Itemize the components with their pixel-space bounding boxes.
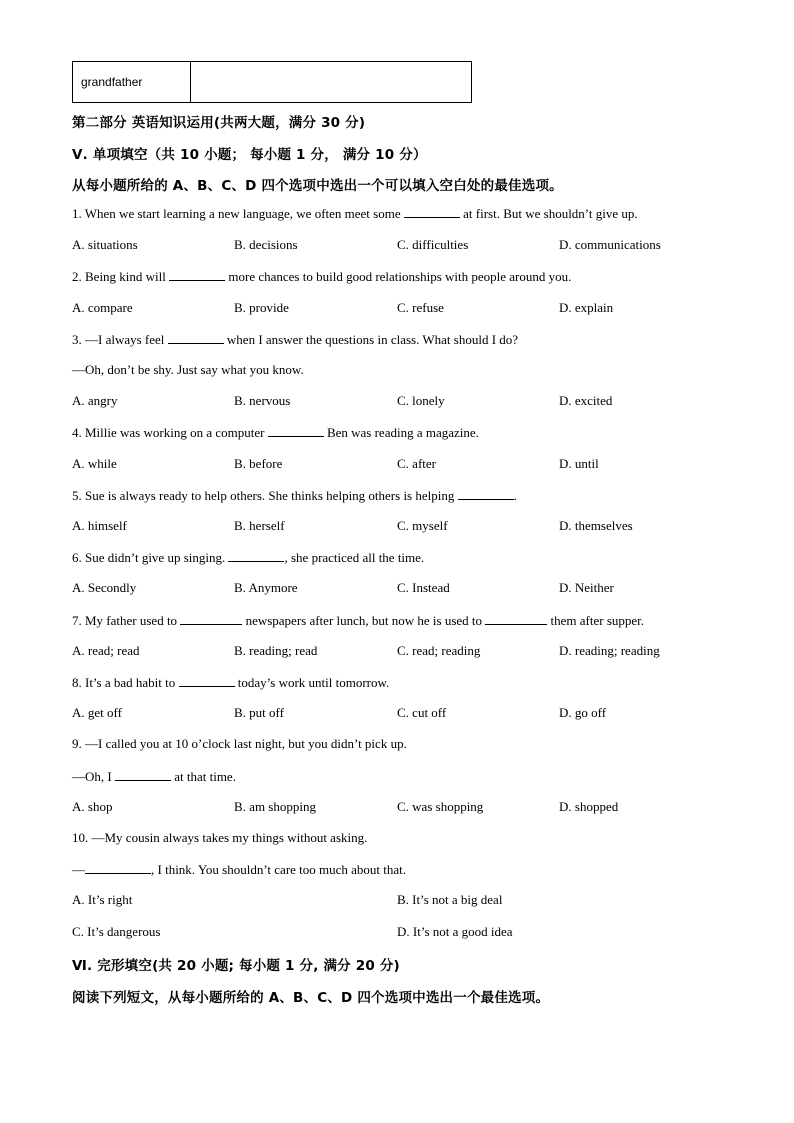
option-c: C. lonely [397,393,445,408]
option-b: B. provide [234,300,289,315]
option-d: D. shopped [559,799,619,814]
option-b: B. nervous [234,393,291,408]
answer-blank [485,612,547,625]
question-9-stem: 9. —I called you at 10 o’clock last night, but you didn’t pick up. [72,736,407,751]
question-9-reply: —Oh, I at that time. [72,769,236,784]
question-5-options [0,518,794,536]
option-c: C. myself [397,518,448,533]
question-1-stem: 1. When we start learning a new language, we often meet some at first. But we shouldn’t give up. [72,206,638,221]
option-b: B. It’s not a big deal [397,892,503,907]
option-a: A. Secondly [72,580,137,595]
option-b: B. am shopping [234,799,316,814]
answer-blank [180,612,242,625]
option-a: A. shop [72,799,113,814]
option-a: A. himself [72,518,127,533]
option-d: D. reading; reading [559,643,660,658]
question-8-stem: 8. It’s a bad habit to today’s work until tomorrow. [72,675,390,690]
answer-blank [115,768,171,781]
option-a: A. while [72,456,117,471]
table-cell-word: grandfather [73,62,191,103]
option-a: A. situations [72,237,138,252]
question-10-stem: 10. —My cousin always takes my things without asking. [72,830,368,845]
answer-blank [85,861,151,874]
option-d: D. excited [559,393,613,408]
question-9-options [0,799,794,817]
option-d: D. go off [559,705,607,720]
answer-blank [168,331,224,344]
question-10-options-row1 [0,892,794,910]
question-6-options [0,580,794,598]
option-a: A. compare [72,300,133,315]
question-7-options [0,643,794,661]
option-b: B. herself [234,518,285,533]
question-10-reply: — , I think. You shouldn’t care too much about that. [72,862,407,877]
question-7-stem: 7. My father used to newspapers after lunch, but now he is used to them after supper. [72,613,645,628]
section6-instruction: 阅读下列短文，从每小题所给的 A、B、C、D 四个选项中选出一个最佳选项。 [72,990,550,1006]
section5-instruction: 从每小题所给的 A、B、C、D 四个选项中选出一个可以填入空白处的最佳选项。 [72,178,563,194]
option-d: D. themselves [559,518,633,533]
table-cell-answer [191,62,472,103]
answer-blank [169,268,225,281]
option-d: D. until [559,456,599,471]
option-b: B. Anymore [234,580,298,595]
option-c: C. after [397,456,436,471]
section2-title: 第二部分 英语知识运用(共两大题，满分 30 分) [72,115,366,131]
question-6-stem: 6. Sue didn’t give up singing. , she practiced all the time. [72,550,425,565]
option-c: C. It’s dangerous [72,924,161,939]
answer-blank [404,205,460,218]
question-10-options-row2 [0,924,794,942]
section5-title: Ⅴ. 单项填空（共 10 小题； 每小题 1 分， 满分 10 分） [72,147,427,163]
table-row [73,62,472,103]
answer-blank [268,424,324,437]
question-4-options [0,456,794,474]
option-d: D. Neither [559,580,614,595]
option-a: A. It’s right [72,892,133,907]
option-d: D. explain [559,300,614,315]
option-b: B. decisions [234,237,298,252]
question-3-options [0,393,794,411]
question-2-options [0,300,794,318]
option-b: B. reading; read [234,643,318,658]
option-c: C. cut off [397,705,447,720]
question-5-stem: 5. Sue is always ready to help others. She thinks helping others is helping . [72,488,517,503]
option-c: C. was shopping [397,799,484,814]
option-b: B. put off [234,705,284,720]
question-3-stem: 3. —I always feel when I answer the questions in class. What should I do? [72,332,519,347]
answer-blank [228,549,284,562]
question-1-options [0,237,794,255]
question-8-options [0,705,794,723]
question-3-reply: —Oh, don’t be shy. Just say what you know. [72,362,304,377]
option-c: C. refuse [397,300,444,315]
section6-title: Ⅵ. 完形填空(共 20 小题; 每小题 1 分, 满分 20 分) [72,958,400,974]
answer-blank [458,487,514,500]
question-2-stem: 2. Being kind will more chances to build good relationships with people around you. [72,269,572,284]
vocabulary-table [72,61,472,103]
option-a: A. angry [72,393,118,408]
question-4-stem: 4. Millie was working on a computer Ben was reading a magazine. [72,425,479,440]
option-c: C. Instead [397,580,450,595]
option-d: D. It’s not a good idea [397,924,513,939]
option-c: C. read; reading [397,643,481,658]
option-a: A. get off [72,705,122,720]
answer-blank [179,674,235,687]
option-a: A. read; read [72,643,140,658]
option-c: C. difficulties [397,237,469,252]
option-b: B. before [234,456,283,471]
option-d: D. communications [559,237,661,252]
